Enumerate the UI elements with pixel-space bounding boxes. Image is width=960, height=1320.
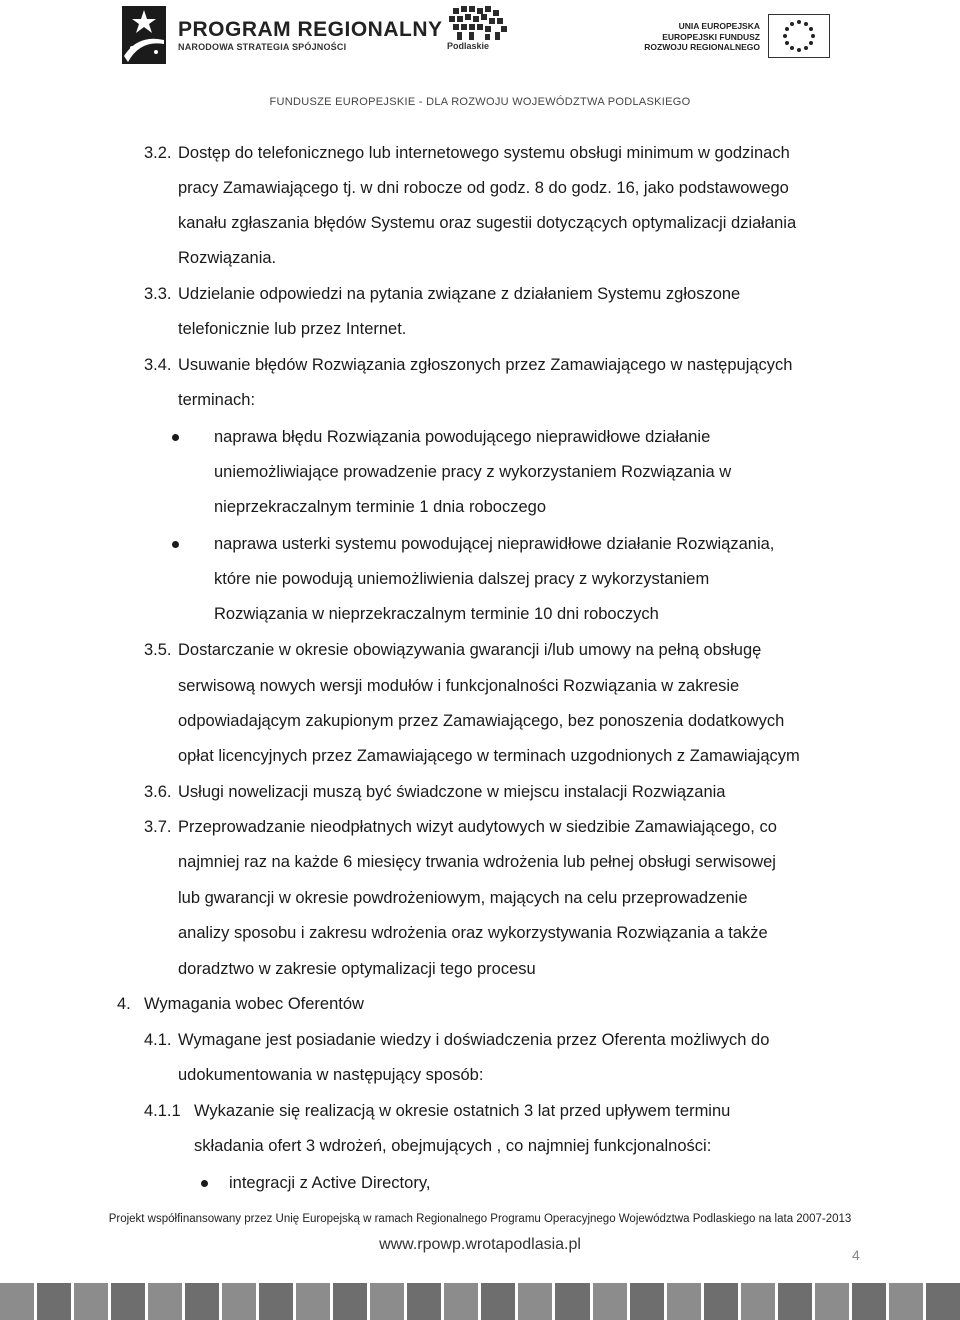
section-number: 3.5. (144, 641, 172, 659)
strip-block (778, 1283, 812, 1320)
strip-block (333, 1283, 367, 1320)
paragraph-line: kanału zgłaszania błędów Systemu oraz sugestii dotyczących optymalizacji działania (178, 214, 797, 232)
region-logo-label: Podlaskie (447, 41, 490, 51)
paragraph-line: Usługi nowelizacji muszą być świadczone w miejscu instalacji Rozwiązania (178, 783, 726, 801)
ue-text-block (600, 21, 760, 53)
paragraph-line: najmniej raz na każde 6 miesięcy trwania wdrożenia lub pełnej obsługi serwisowej (178, 853, 776, 871)
strip-block (407, 1283, 441, 1320)
bullet-icon (201, 1180, 208, 1187)
section-number: 4.1.1 (144, 1102, 181, 1120)
program-regionalny-logo-icon (118, 4, 170, 66)
bullet-icon (172, 541, 179, 548)
bullet-line: naprawa usterki systemu powodującej nieprawidłowe działanie Rozwiązania, (214, 535, 775, 553)
strip-block (667, 1283, 701, 1320)
project-cofinancing-line: Projekt współfinansowany przez Unię Europejską w ramach Regionalnego Programu Operacyjnego Województwa Podlaskiego na lata 2007-2013 (108, 1213, 852, 1225)
page-header (0, 0, 960, 112)
ue-line: ROZWOJU REGIONALNEGO (644, 42, 760, 52)
section-number: 3.6. (144, 783, 172, 801)
page-number: 4 (852, 1247, 860, 1263)
bullet-icon (172, 434, 179, 441)
strip-block (630, 1283, 664, 1320)
strip-block (481, 1283, 515, 1320)
paragraph-line: składania ofert 3 wdrożeń, obejmujących , co najmniej funkcjonalności: (194, 1137, 712, 1155)
paragraph-line: Dostęp do telefonicznego lub internetowego systemu obsługi minimum w godzinach (178, 144, 790, 162)
paragraph-line: Usuwanie błędów Rozwiązania zgłoszonych przez Zamawiającego w następujących (178, 356, 793, 374)
paragraph-line: analizy sposobu i zakresu wdrożenia oraz wykorzystywania Rozwiązania a także (178, 924, 768, 942)
strip-block (370, 1283, 404, 1320)
ue-line: UNIA EUROPEJSKA (678, 21, 760, 31)
paragraph-line: pracy Zamawiającego tj. w dni robocze od godz. 8 do godz. 16, jako podstawowego (178, 179, 789, 197)
paragraph-line: terminach: (178, 391, 256, 409)
paragraph-line: telefonicznie lub przez Internet. (178, 320, 407, 338)
strip-block (704, 1283, 738, 1320)
paragraph-line: Rozwiązania. (178, 249, 277, 267)
section-number: 4.1. (144, 1031, 172, 1049)
ue-line: EUROPEJSKI FUNDUSZ (662, 31, 760, 42)
strip-block (111, 1283, 145, 1320)
strip-block (926, 1283, 960, 1320)
section-heading: Wymagania wobec Oferentów (144, 995, 364, 1013)
strip-block (889, 1283, 923, 1320)
paragraph-line: Dostarczanie w okresie obowiązywania gwarancji i/lub umowy na pełną obsługę (178, 641, 762, 659)
bullet-line: integracji z Active Directory, (229, 1174, 431, 1192)
strip-block (555, 1283, 589, 1320)
section-number: 4. (117, 995, 131, 1013)
paragraph-line: opłat licencyjnych przez Zamawiającego w terminach uzgodnionych z Zamawiającym (178, 747, 800, 765)
section-number: 3.3. (144, 285, 172, 303)
paragraph-line: Udzielanie odpowiedzi na pytania związane z działaniem Systemu zgłoszone (178, 285, 741, 303)
bullet-line: które nie powodują uniemożliwienia dalszej pracy z wykorzystaniem (214, 570, 710, 588)
strip-block (444, 1283, 478, 1320)
paragraph-line: odpowiadającym zakupionym przez Zamawiającego, bez ponoszenia dodatkowych (178, 712, 785, 730)
paragraph-line: Przeprowadzanie nieodpłatnych wizyt audytowych w siedzibie Zamawiającego, co (178, 818, 777, 836)
strip-block (518, 1283, 552, 1320)
bullet-line: naprawa błędu Rozwiązania powodującego nieprawidłowe działanie (214, 428, 711, 446)
strip-block (852, 1283, 886, 1320)
bullet-line: nieprzekraczalnym terminie 1 dnia roboczego (214, 498, 546, 516)
paragraph-line: Wymagane jest posiadanie wiedzy i doświadczenia przez Oferenta możliwych do (178, 1031, 770, 1049)
program-title: PROGRAM REGIONALNY (178, 18, 443, 41)
program-subtitle: NARODOWA STRATEGIA SPÓJNOŚCI (178, 42, 347, 52)
bullet-line: Rozwiązania w nieprzekraczalnym terminie 10 dni roboczych (214, 605, 659, 623)
strip-block (0, 1283, 34, 1320)
strip-block (222, 1283, 256, 1320)
section-number: 3.4. (144, 356, 172, 374)
strip-block (296, 1283, 330, 1320)
paragraph-line: lub gwarancji w okresie powdrożeniowym, mających na celu przeprowadzenie (178, 889, 748, 907)
footer-color-strip (0, 1283, 960, 1320)
strip-block (37, 1283, 71, 1320)
section-number: 3.2. (144, 144, 172, 162)
strip-block (741, 1283, 775, 1320)
strip-block (148, 1283, 182, 1320)
strip-block (74, 1283, 108, 1320)
paragraph-line: serwisową nowych wersji modułów i funkcjonalności Rozwiązania w zakresie (178, 677, 740, 695)
paragraph-line: udokumentowania w następujący sposób: (178, 1066, 484, 1084)
paragraph-line: Wykazanie się realizacją w okresie ostatnich 3 lat przed upływem terminu (194, 1102, 731, 1120)
funds-tagline: FUNDUSZE EUROPEJSKIE - DLA ROZWOJU WOJEWÓDZTWA PODLASKIEGO (269, 96, 691, 108)
bullet-line: uniemożliwiające prowadzenie pracy z wykorzystaniem Rozwiązania w (214, 463, 732, 481)
strip-block (593, 1283, 627, 1320)
strip-block (815, 1283, 849, 1320)
eu-flag-icon (768, 14, 830, 58)
paragraph-line: doradztwo w zakresie optymalizacji tego procesu (178, 960, 536, 978)
strip-block (185, 1283, 219, 1320)
section-number: 3.7. (144, 818, 172, 836)
footer-url: www.rpowp.wrotapodlasia.pl (379, 1236, 581, 1253)
strip-block (259, 1283, 293, 1320)
